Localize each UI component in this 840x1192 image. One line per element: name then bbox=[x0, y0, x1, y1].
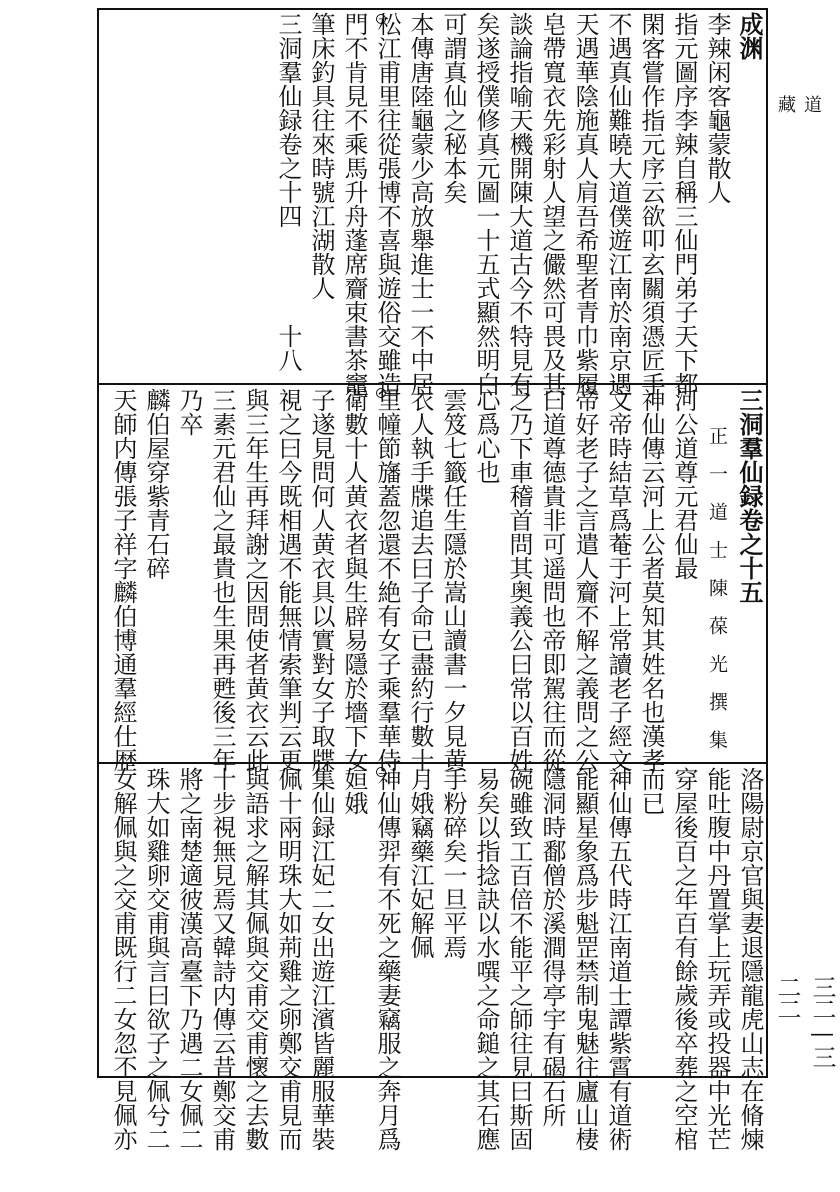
text-column: 天遇華陰施真人肩吾希聖者青巾紫履 bbox=[571, 12, 599, 396]
sidebar-label: 道藏 bbox=[775, 95, 822, 173]
text-column: 衣人執手牒追去曰子命已盡約行數十 bbox=[406, 388, 434, 772]
text-column: 集仙録江妃二女出遊江濱皆麗服華裝 bbox=[307, 767, 335, 1151]
text-column: 神仙傳羿有不死之藥妻竊服之奔月爲 bbox=[373, 767, 401, 1151]
text-column: 穿屋後百之年百有餘歲後卒葬之空棺 bbox=[670, 767, 698, 1151]
text-column: 三洞羣仙録卷之十四 十八 bbox=[274, 12, 302, 372]
text-column: 成渊 bbox=[735, 12, 764, 60]
text-column: 麟伯屋穿紫青石碎 bbox=[142, 388, 170, 580]
text-column: 洛陽尉京官與妻退隱龍虎山志在脩煉 bbox=[736, 767, 764, 1151]
text-column: 三素元君仙之最貴也生果再甦後三年 bbox=[208, 388, 236, 772]
text-column: 珠大如雞卵交甫與言曰欲子之佩兮二 bbox=[142, 767, 170, 1151]
text-column: 神仙傳五代時江南道士譚紫霄有道術 bbox=[604, 767, 632, 1151]
text-column: 天師内傳張子祥字麟伯博通羣經仕歴 bbox=[109, 388, 137, 772]
text-column: 能顯星象爲步魁罡禁制鬼魅往廬山棲 bbox=[571, 767, 599, 1151]
text-column: 帝好老子之言遣人齎不解之義問之公 bbox=[571, 388, 599, 772]
text-column: 閑客嘗作指元序云欲叩玄關須憑匠手 bbox=[637, 12, 665, 396]
text-column: 姮娥 bbox=[340, 767, 368, 815]
text-column: 河公道尊元君仙最 bbox=[670, 388, 698, 580]
text-column: 之乃下車稽首問其奥義公曰常以百姓 bbox=[505, 388, 533, 772]
text-column: 文帝時結草爲菴于河上常讀老子經文 bbox=[604, 388, 632, 772]
column-group bbox=[271, 12, 766, 396]
text-column: 子遂見問何人黄衣具以實對女子取牒 bbox=[307, 388, 335, 772]
text-column: 談論指喻天機開陳大道古今不特見有 bbox=[505, 12, 533, 396]
text-column: 易矣以指捻訣以水噀之命鎚之其石應 bbox=[472, 767, 500, 1151]
text-column: 乃卒 bbox=[175, 388, 203, 436]
text-column: 月娥竊藥江妃解佩 bbox=[406, 767, 434, 959]
text-column: 李辣闲客龜蒙散人 bbox=[703, 12, 731, 204]
text-column: 佩十兩明珠大如荊雞之卵鄭交甫見而 bbox=[274, 767, 302, 1151]
text-column: 將之南楚適彼漢高臺下乃遇二女佩二 bbox=[175, 767, 203, 1151]
text-column: 與三年生再拜謝之因問使者黄衣云此 bbox=[241, 388, 269, 772]
text-column: 女解佩與之交甫既行二女忽不見佩亦 bbox=[109, 767, 137, 1151]
text-column: 指元圖序李辣自稱三仙門弟子天下都 bbox=[670, 12, 698, 396]
text-column: 門不肯見不乘馬升舟蓬席齎束書茶竈 bbox=[340, 12, 368, 396]
text-column: 能吐腹中丹置掌上玩弄或投器中光芒 bbox=[703, 767, 731, 1151]
text-column: 碗雖致工百倍不能平之師往見曰斯固 bbox=[505, 767, 533, 1151]
text-column: 隱洞時鄱僧於溪澗得亭宇有碣石所 bbox=[538, 767, 566, 1127]
text-column: 里幢節旛蓋忽還不絶有女子乘羣華侍 bbox=[373, 388, 401, 772]
text-column: 松江甫里往從張博不喜與遊俗交雖造 bbox=[373, 12, 401, 396]
page-number: 三二—三二二 bbox=[773, 975, 836, 1067]
text-column: 視之曰今既相遇不能無情索筆判云更 bbox=[274, 388, 302, 772]
text-column: 皂帶寬衣先彩射人望之儼然可畏及其 bbox=[538, 12, 566, 396]
text-column: 雲笈七籤任生隱於嵩山讀書一夕見黄 bbox=[439, 388, 467, 772]
column-group bbox=[106, 767, 766, 1151]
text-column: 心爲心也 bbox=[472, 388, 500, 484]
text-column: 不遇真仙難曉大道僕遊江南於南京遇 bbox=[604, 12, 632, 396]
text-column: 十步視無見焉又韓詩内傳云昔鄭交甫 bbox=[208, 767, 236, 1151]
text-column: 矣遂授僕修真元圖一十五式顯然明白 bbox=[472, 12, 500, 396]
text-column: 三洞羣仙録卷之十五 bbox=[735, 388, 764, 604]
text-column: 手粉碎矣一旦平焉 bbox=[439, 767, 467, 959]
text-column: 衛數十人黄衣者與生辟易隱於墻下女 bbox=[340, 388, 368, 772]
text-column: 本傳唐陸龜蒙少高放舉進士一不中居 bbox=[406, 12, 434, 396]
text-column: 曰道尊德貴非可遥問也帝即駕往而從 bbox=[538, 388, 566, 772]
column-group bbox=[106, 388, 766, 772]
text-column: 而已 bbox=[637, 767, 665, 815]
text-column: 正 一 道 士 陳 葆 光 撰 集 bbox=[706, 388, 728, 749]
text-panel-top bbox=[99, 12, 766, 396]
text-column: 神仙傳云河上公者莫知其姓名也漢孝 bbox=[637, 388, 665, 772]
text-panel-middle bbox=[99, 388, 766, 772]
text-column: 與語求之解其佩與交甫交甫懷之去數 bbox=[241, 767, 269, 1151]
text-column: 可謂真仙之秘本矣 bbox=[439, 12, 467, 204]
text-panel-bottom bbox=[99, 767, 766, 1151]
text-column: 筆床釣具往來時號江湖散人 bbox=[307, 12, 335, 300]
